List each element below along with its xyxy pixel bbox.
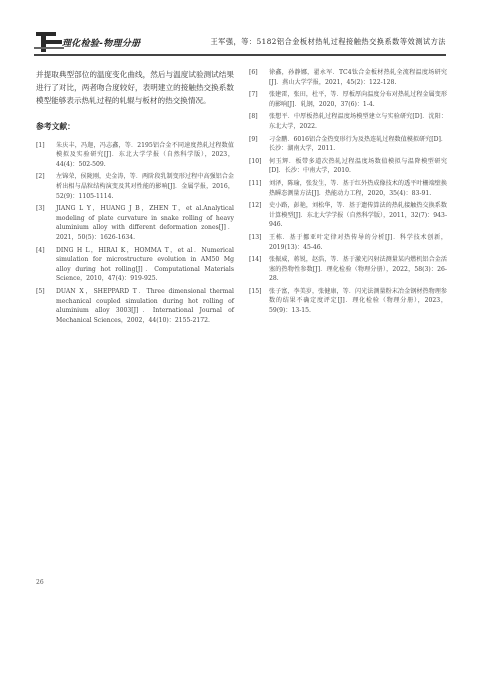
reference-number: [12] <box>249 202 262 210</box>
reference-item <box>249 201 447 230</box>
running-title: 王军强，等：5182铝合金板材热轧过程接触热交换系数等效测试方法 <box>210 37 446 46</box>
reference-text: DING H L，HIRAI K，HOMMA T，et al．Numerical simulation for microstructure evolution in AM50 Mg alloy during hot rolling[J]．Computational Materials Science，2010，47(4)：919-925. <box>56 246 234 283</box>
reference-number: [5] <box>36 287 45 295</box>
reference-text: 张子富，李美岁，张健康，等．闪光法测量粉末冶金钢材热物理参数的结果不确定度评定[J]．理化检验（物理分册），2023，59(9)：13-15. <box>269 287 447 315</box>
page-header <box>34 32 446 54</box>
reference-item <box>36 141 234 170</box>
reference-number: [2] <box>36 173 45 181</box>
reference-text: DUAN X，SHEPPARD T．Three dimensional thermal mechanical coupled simulation during hot rolling of aluminium alloy 3003[J]．International Journal of Mechanical Sciences，2002，44(10)：2155-2172. <box>56 287 234 324</box>
reference-number: [4] <box>36 246 45 254</box>
reference-text: JIANG L Y，HUANG J B，ZHEN T，et al.Analytical modeling of plate curvature in snake rolling of heavy aluminium alloy with different deformation zones[J]．2021，50(5)：1626-1634. <box>56 205 234 241</box>
reference-item <box>249 90 447 109</box>
reference-item <box>249 68 447 87</box>
journal-name: 理化检验-物理分册 <box>62 39 141 49</box>
reference-number: [10] <box>249 157 262 165</box>
right-column <box>249 68 447 319</box>
reference-item <box>249 157 447 176</box>
reference-list-left <box>36 141 234 326</box>
reference-number: [3] <box>36 205 45 213</box>
reference-text: 张建雷，张田，杜平，等．厚板厚向温度分布对热轧过程金属变形的影响[J]．轧钢，2020，37(6)：1-4. <box>269 91 447 108</box>
reference-item <box>36 287 234 325</box>
reference-number: [8] <box>249 113 258 121</box>
reference-number: [14] <box>249 256 262 264</box>
reference-item <box>249 112 447 131</box>
reference-number: [15] <box>249 287 262 295</box>
reference-item <box>249 179 447 198</box>
reference-text: 史小路，彭艳，刘松华，等．基于遗传算法的热轧接触热交换系数计算模型[J]．东北大学学报（自然科学版），2011，32(7)：943-946. <box>269 202 447 229</box>
reference-text: 张想平．中厚板热轧过程温度场模型建立与实验研究[D]．沈阳：东北大学，2022. <box>269 113 447 130</box>
reference-item <box>36 204 234 242</box>
page-number: 26 <box>36 579 44 586</box>
reference-item <box>249 135 447 154</box>
reference-number: [1] <box>36 141 45 149</box>
reference-item <box>249 287 447 316</box>
left-column <box>36 68 234 328</box>
reference-item <box>36 246 234 284</box>
reference-text: 左锦荣，侯陇刚，史金涛，等．两阶段乳制变形过程中高强铝合金析出相与晶粒结构演变及其对性能的影响[J]．金属学报，2016，52(9)：1105-1114. <box>56 173 234 200</box>
reference-number: [9] <box>249 135 258 143</box>
reference-number: [6] <box>249 69 258 76</box>
reference-number: [11] <box>249 179 262 187</box>
reference-number: [7] <box>249 91 258 99</box>
reference-item <box>249 255 447 284</box>
reference-text: 何玉辉．板带多道次热轧过程温度场数值模拟与温降模型研究[D]．长沙：中南大学，2010. <box>269 157 447 175</box>
reference-text: 刘泽，陈瑜，张发生，等．基于红外热成像技术的透平叶栅端壁换热瞬态测量方法[J]．热能动力工程，2020，35(4)：83-91. <box>269 179 447 197</box>
reference-text: 朱庆丰，冯迦，冯志鑫，等．2195铝合金不同速度热轧过程数值模拟及实验研究[J]．东北大学学报（自然科学版），2023，44(4)：502-509. <box>56 141 234 168</box>
reference-list-right <box>249 68 447 316</box>
reference-item <box>36 172 234 201</box>
reference-text: 刁金鹏．6016铝合金热变形行为及热连轧过程数值模拟研究[D]．长沙：湖南大学，2011. <box>269 135 447 153</box>
reference-item <box>249 233 447 252</box>
reference-text: 张振威，蒋锐，赵浩，等．基于激光闪射法测量某内燃机铝合金活塞的热物性参数[J]．理化检验（物理分册），2022，58(3)：26-28. <box>269 256 447 283</box>
header-rule <box>34 54 446 56</box>
reference-text: 徐鑫，孙静娜，翟永军．TC4钛合金板材热轧全流程温度场研究[J]．燕山大学学报，2021，45(2)：122-128. <box>269 69 447 86</box>
body-paragraph: 并提取典型部位的温度变化曲线，然后与温度试验测试结果进行了对比，两者吻合度较好，表明建立的接触热交换系数模型能够表示热轧过程的轧辊与板材的热交换情况。 <box>36 70 234 106</box>
reference-text: 王栋．基于挪亚叶定律对热传导的分析[J]．科学技术创新，2019(13)：45-46. <box>269 233 447 251</box>
reference-number: [13] <box>249 233 262 241</box>
references-title: 参考文献： <box>36 121 75 131</box>
